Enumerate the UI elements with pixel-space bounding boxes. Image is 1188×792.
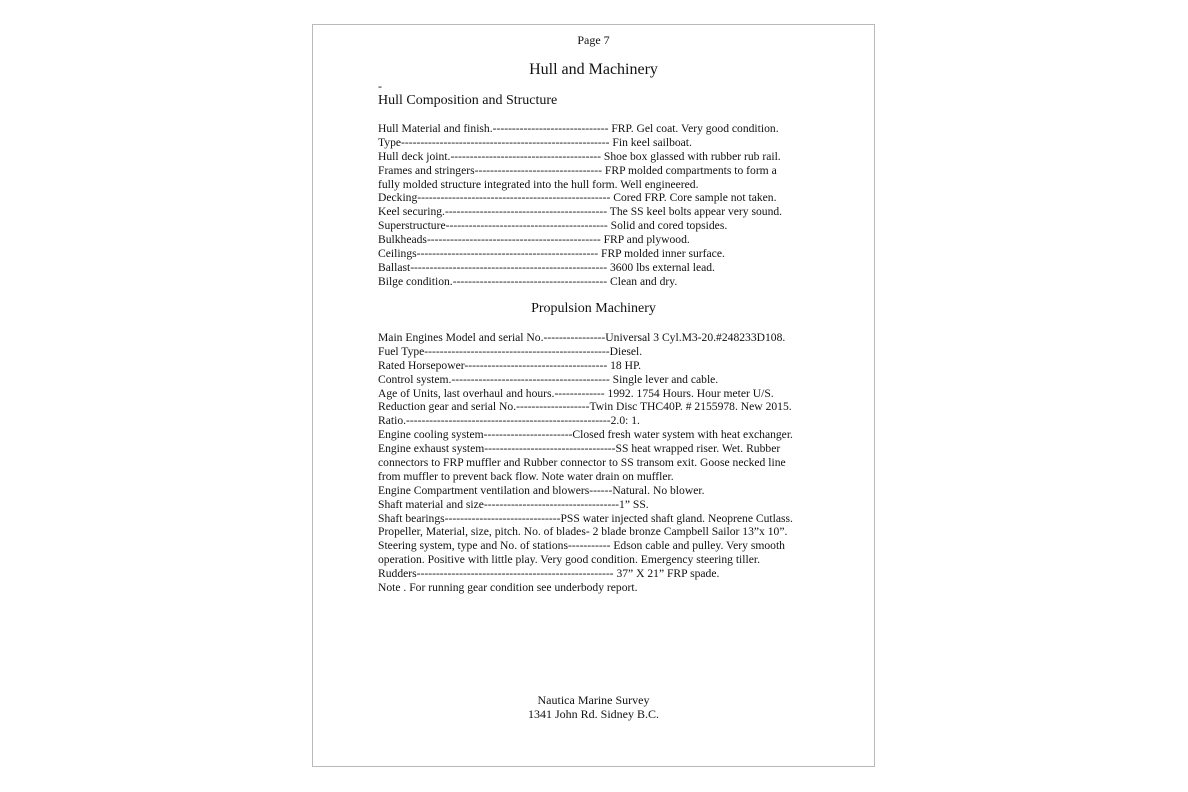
- hull-section-title: Hull Composition and Structure: [378, 93, 558, 108]
- footer-address: 1341 John Rd. Sidney B.C.: [527, 707, 659, 721]
- propulsion-spec-line: Shaft bearings------------------------------PSS water injected shaft gland. Neoprene Cutlass.: [378, 511, 793, 525]
- propulsion-spec-line: Main Engines Model and serial No.----------------Universal 3 Cyl.M3-20.#248233D108.: [378, 331, 786, 344]
- hull-spec-line: Ballast--------------------------------------------------- 3600 lbs external lead.: [378, 260, 715, 274]
- propulsion-spec-line: Reduction gear and serial No.-------------------Twin Disc THC40P. # 2155978. New 2015.: [378, 400, 792, 414]
- hull-spec-line: Type------------------------------------------------------ Fin keel sailboat.: [378, 135, 692, 149]
- propulsion-section-title: Propulsion Machinery: [531, 301, 656, 316]
- propulsion-spec-line: Propeller, Material, size, pitch. No. of blades- 2 blade bronze Campbell Sailor 13”x 10”.: [378, 525, 788, 539]
- propulsion-spec-line: Engine cooling system-----------------------Closed fresh water system with heat exchanger.: [378, 428, 793, 442]
- document-page: [312, 24, 875, 767]
- hull-spec-line: Frames and stringers--------------------------------- FRP molded compartments to form a: [378, 163, 777, 177]
- footer-company-name: Nautica Marine Survey: [537, 693, 650, 707]
- propulsion-spec-line: Engine Compartment ventilation and blowers------Natural. No blower.: [378, 483, 705, 497]
- page-number: Page 7: [577, 33, 610, 47]
- hull-spec-line: Bulkheads--------------------------------------------- FRP and plywood.: [378, 233, 690, 247]
- hull-spec-line: Keel securing.------------------------------------------ The SS keel bolts appear very sound.: [378, 205, 783, 219]
- propulsion-spec-line: operation. Positive with little play. Very good condition. Emergency steering tiller.: [378, 553, 760, 567]
- propulsion-spec-line: Rudders--------------------------------------------------- 37” X 21” FRP spade.: [378, 567, 720, 581]
- hull-spec-line: Hull Material and finish.------------------------------ FRP. Gel coat. Very good condition.: [378, 122, 779, 135]
- propulsion-spec-line: Age of Units, last overhaul and hours.------------- 1992. 1754 Hours. Hour meter U/S.: [378, 386, 774, 400]
- propulsion-spec-line: Shaft material and size-----------------------------------1” SS.: [378, 497, 649, 511]
- hull-spec-line: fully molded structure integrated into the hull form. Well engineered.: [378, 177, 699, 191]
- propulsion-spec-line: connectors to FRP muffler and Rubber connector to SS transom exit. Goose necked line: [378, 456, 786, 470]
- propulsion-spec-line: Rated Horsepower------------------------------------- 18 HP.: [378, 358, 642, 372]
- propulsion-spec-line: Note . For running gear condition see underbody report.: [378, 581, 638, 595]
- hull-spec-line: Ceilings----------------------------------------------- FRP molded inner surface.: [378, 247, 725, 261]
- dash-mark: -: [378, 79, 382, 93]
- propulsion-spec-line: from muffler to prevent back flow. Note water drain on muffler.: [378, 469, 674, 483]
- propulsion-spec-line: Engine exhaust system----------------------------------SS heat wrapped riser. Wet. Rubber: [378, 442, 781, 456]
- hull-spec-line: Hull deck joint.--------------------------------------- Shoe box glassed with rubber rub rail.: [378, 149, 781, 163]
- propulsion-spec-list: [378, 331, 818, 595]
- propulsion-spec-line: Fuel Type------------------------------------------------Diesel.: [378, 344, 643, 358]
- hull-spec-line: Decking-------------------------------------------------- Cored FRP. Core sample not taken.: [378, 191, 777, 205]
- page-title: Hull and Machinery: [529, 61, 658, 78]
- hull-spec-line: Bilge condition.---------------------------------------- Clean and dry.: [378, 274, 678, 288]
- hull-spec-list: [378, 122, 818, 289]
- propulsion-spec-line: Steering system, type and No. of stations----------- Edson cable and pulley. Very smooth: [378, 539, 785, 553]
- propulsion-spec-line: Control system.----------------------------------------- Single lever and cable.: [378, 372, 719, 386]
- propulsion-spec-line: Ratio.-----------------------------------------------------2.0: 1.: [378, 414, 640, 428]
- hull-spec-line: Superstructure------------------------------------------ Solid and cored topsides.: [378, 219, 728, 233]
